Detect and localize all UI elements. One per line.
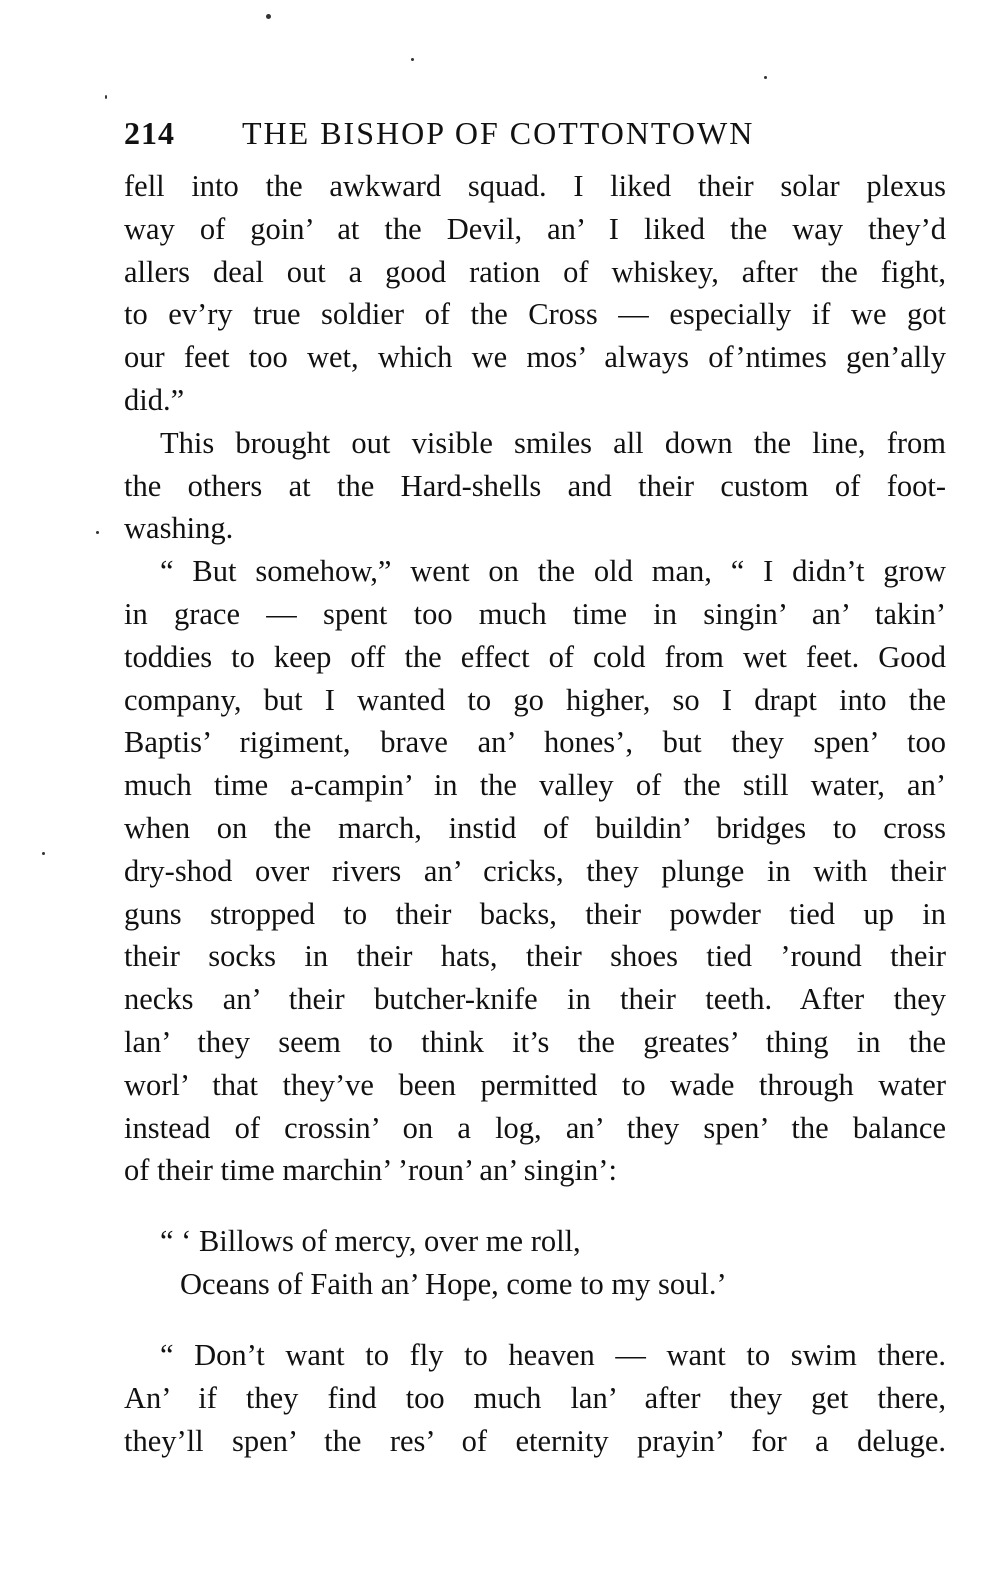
text-line: toddies to keep off the effect of cold from wet feet. Good xyxy=(124,639,946,674)
scan-speck xyxy=(96,531,99,534)
text-line: “ Don’t want to fly to heaven — want to swim there. xyxy=(160,1338,946,1373)
scan-speck xyxy=(411,58,414,61)
text-line: company, but I wanted to go higher, so I drapt into the xyxy=(124,682,946,717)
text-line: An’ if they find too much lan’ after they get there, xyxy=(124,1380,946,1415)
text-line: of their time marchin’ ’roun’ an’ singin’: xyxy=(124,1153,617,1188)
verse-quote xyxy=(160,1220,946,1306)
running-title: THE BISHOP OF COTTONTOWN xyxy=(242,115,755,151)
scan-speck xyxy=(266,14,271,19)
text-line: way of goin’ at the Devil, an’ I liked the way they’d xyxy=(124,211,946,246)
text-line: their socks in their hats, their shoes tied ’round their xyxy=(124,939,946,974)
paragraph-3 xyxy=(124,550,946,1192)
scan-speck xyxy=(42,852,45,855)
text-line: necks an’ their butcher-knife in their teeth. After they xyxy=(124,982,946,1017)
text-line: lan’ they seem to think it’s the greates’ thing in the xyxy=(124,1024,946,1059)
page-number: 214 xyxy=(124,115,175,151)
running-head xyxy=(124,115,946,165)
text-line: “ But somehow,” went on the old man, “ I didn’t grow xyxy=(160,554,946,589)
text-line: when on the march, instid of buildin’ bridges to cross xyxy=(124,810,946,845)
closing-paragraph xyxy=(124,1334,946,1462)
text-line: This brought out visible smiles all down the line, from xyxy=(160,425,946,460)
verse-line: Oceans of Faith an’ Hope, come to my soul.’ xyxy=(180,1267,727,1302)
text-line: guns stropped to their backs, their powder tied up in xyxy=(124,896,946,931)
text-line: in grace — spent too much time in singin’ an’ takin’ xyxy=(124,596,946,631)
text-line: our feet too wet, which we mos’ always of’ntimes gen’ally xyxy=(124,340,946,375)
text-line: allers deal out a good ration of whiskey, after the fight, xyxy=(124,254,946,289)
text-line: they’ll spen’ the res’ of eternity prayin’ for a deluge. xyxy=(124,1423,946,1458)
text-line: worl’ that they’ve been permitted to wade through water xyxy=(124,1067,946,1102)
scan-speck xyxy=(105,95,107,99)
text-line: dry-shod over rivers an’ cricks, they plunge in with their xyxy=(124,853,946,888)
text-line: washing. xyxy=(124,511,234,546)
scan-speck xyxy=(764,76,767,79)
text-line: did.” xyxy=(124,382,185,417)
text-line: to ev’ry true soldier of the Cross — especially if we got xyxy=(124,297,946,332)
text-line: fell into the awkward squad. I liked their solar plexus xyxy=(124,169,946,203)
verse-line: “ ‘ Billows of mercy, over me roll, xyxy=(160,1224,581,1259)
text-line: Baptis’ rigiment, brave an’ hones’, but they spen’ too xyxy=(124,725,946,760)
text-line: instead of crossin’ on a log, an’ they spen’ the balance xyxy=(124,1110,946,1145)
text-line: much time a-campin’ in the valley of the still water, an’ xyxy=(124,768,946,803)
paragraph-2 xyxy=(124,422,946,550)
book-page xyxy=(124,115,946,1463)
paragraph-1 xyxy=(124,165,946,422)
text-line: the others at the Hard-shells and their custom of foot- xyxy=(124,468,946,503)
